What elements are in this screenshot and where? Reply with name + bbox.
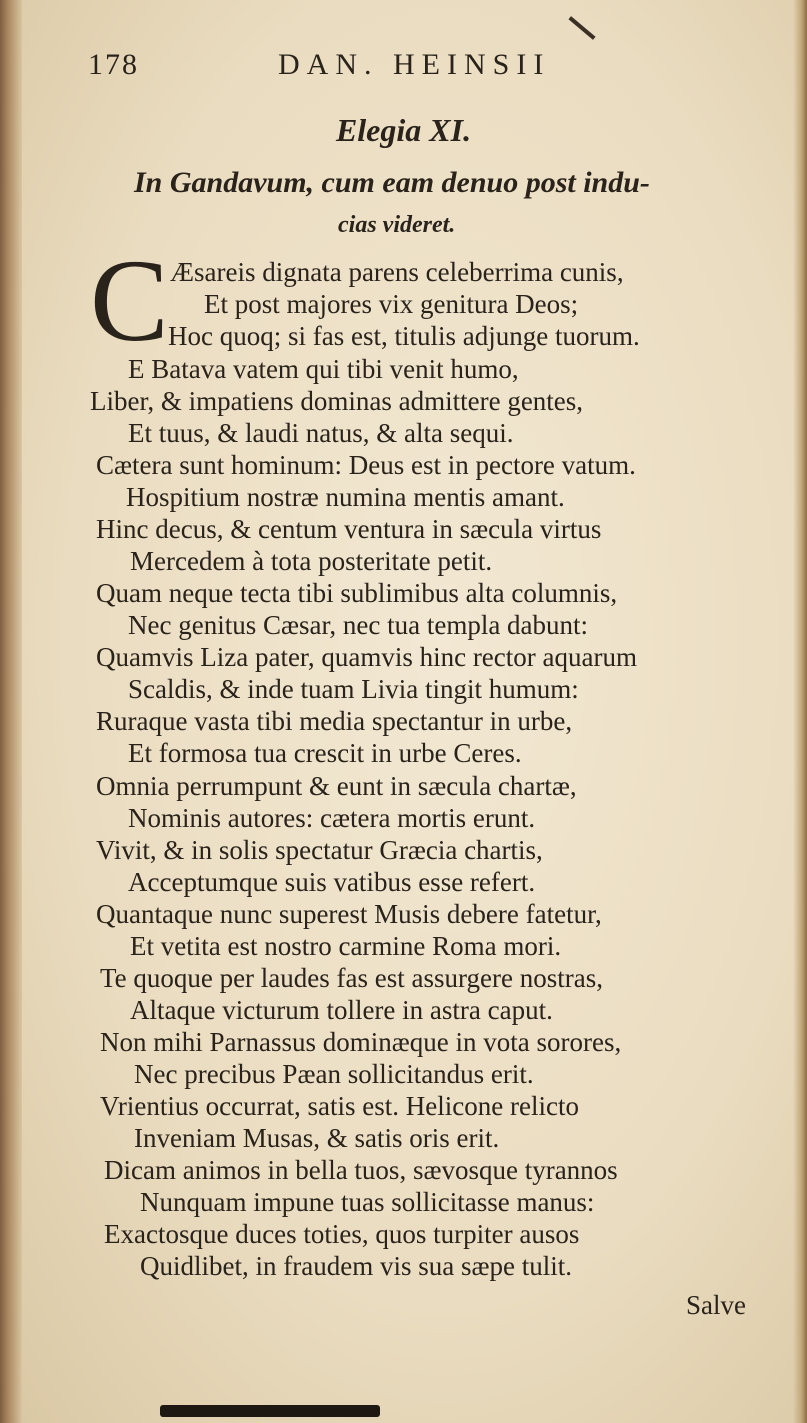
poem-line: Vivit, & in solis spectatur Græcia chartis,	[96, 835, 543, 865]
poem-line: Dicam animos in bella tuos, sævosque tyrannos	[104, 1155, 618, 1185]
poem-line: Hoc quoq; si fas est, titulis adjunge tuorum.	[168, 321, 640, 351]
poem-line: Quam neque tecta tibi sublimibus alta columnis,	[96, 578, 618, 608]
poem-line: E Batava vatem qui tibi venit humo,	[128, 354, 519, 384]
poem-line: Et formosa tua crescit in urbe Ceres.	[128, 738, 522, 768]
ink-mark	[568, 16, 595, 40]
book-spine-shadow	[0, 0, 22, 1423]
poem-line: Quantaque nunc superest Musis debere fatetur,	[96, 899, 602, 929]
poem-line: Nec genitus Cæsar, nec tua templa dabunt:	[128, 610, 589, 640]
poem-line: Nominis autores: cætera mortis erunt.	[128, 803, 536, 833]
poem-line: Et post majores vix genitura Deos;	[204, 289, 579, 319]
poem-line: Mercedem à tota posteritate petit.	[130, 546, 493, 576]
poem-line: Acceptumque suis vatibus esse refert.	[128, 867, 536, 897]
poem-line: Non mihi Parnassus dominæque in vota sorores,	[100, 1027, 622, 1057]
running-head: DAN. HEINSII	[278, 48, 551, 81]
poem-line: Cætera sunt hominum: Deus est in pectore vatum.	[96, 450, 636, 480]
poem-line: Scaldis, & inde tuam Livia tingit humum:	[128, 674, 579, 704]
poem-line: Ruraque vasta tibi media spectantur in urbe,	[96, 706, 573, 736]
drop-cap: C	[90, 235, 169, 366]
poem-line: Inveniam Musas, & satis oris erit.	[134, 1123, 500, 1153]
catchword: Salve	[686, 1290, 746, 1320]
poem-line: Et vetita est nostro carmine Roma mori.	[130, 931, 562, 961]
poem-line: Hinc decus, & centum ventura in sæcula virtus	[96, 514, 602, 544]
poem-line: Et tuus, & laudi natus, & alta sequi.	[128, 418, 514, 448]
elegy-subtitle-line-2: cias videret.	[338, 212, 456, 238]
poem-line: Te quoque per laudes fas est assurgere nostras,	[100, 963, 603, 993]
poem-line: Omnia perrumpunt & eunt in sæcula chartæ,	[96, 771, 577, 801]
poem-line: Quidlibet, in fraudem vis sua sæpe tulit.	[140, 1251, 572, 1281]
poem-line: Exactosque duces toties, quos turpiter ausos	[104, 1219, 580, 1249]
poem-line: Vrientius occurrat, satis est. Helicone relicto	[100, 1091, 579, 1121]
elegy-subtitle-line-1: In Gandavum, cum eam denuo post indu-	[134, 166, 650, 199]
poem-line: Hospitium nostræ numina mentis amant.	[126, 482, 565, 512]
poem-line: Liber, & impatiens dominas admittere gentes,	[90, 386, 584, 416]
poem-line: Quamvis Liza pater, quamvis hinc rector aquarum	[96, 642, 637, 672]
page-header	[88, 48, 588, 88]
poem-line: Æsareis dignata parens celeberrima cunis,	[170, 257, 624, 287]
bottom-binding-mark	[160, 1405, 380, 1417]
poem-line: Nunquam impune tuas sollicitasse manus:	[140, 1187, 595, 1217]
page-edge-shadow	[793, 0, 807, 1423]
elegy-title: Elegia XI.	[335, 112, 472, 148]
poem-line: Altaque victurum tollere in astra caput.	[130, 995, 553, 1025]
page-number: 178	[88, 48, 139, 81]
poem-line: Nec precibus Pæan sollicitandus erit.	[134, 1059, 534, 1089]
